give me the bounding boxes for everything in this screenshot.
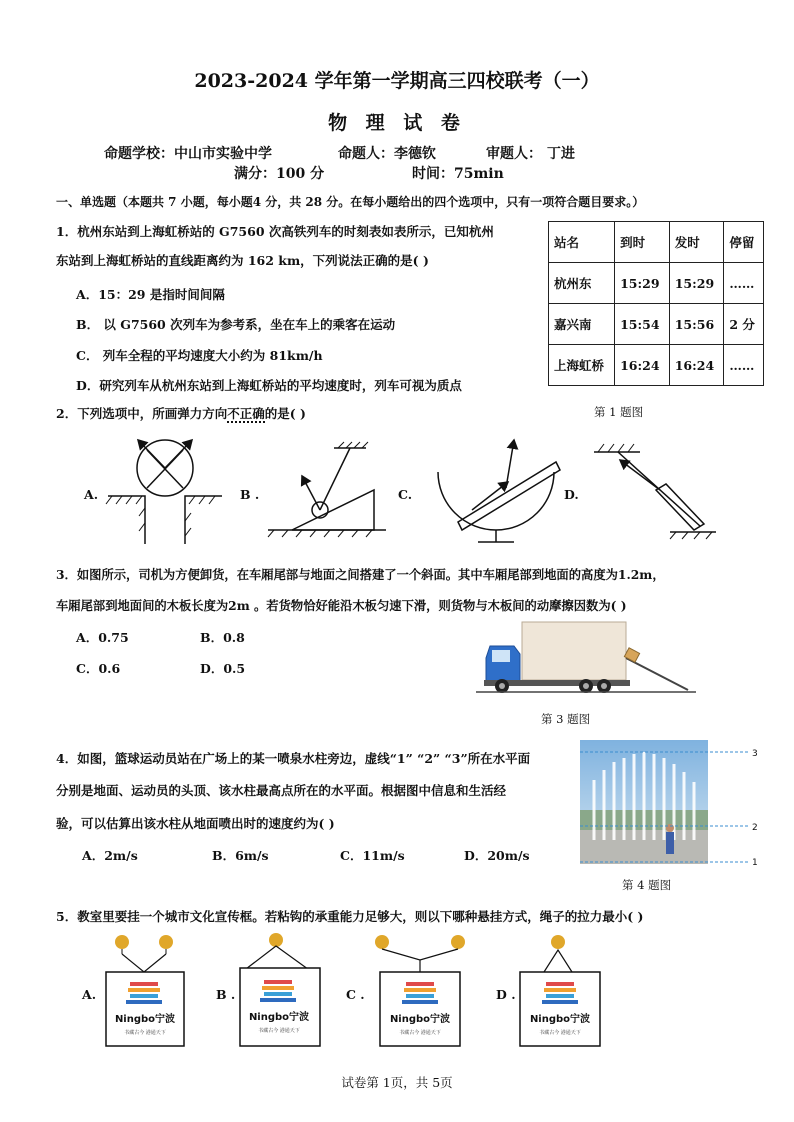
table-cell: 15:56	[669, 304, 724, 345]
table-cell: 2 分	[724, 304, 764, 345]
q4-option-c: C．11m/s	[340, 848, 405, 863]
q3-caption: 第 3 题图	[541, 712, 591, 726]
q3-option-d: D．0.5	[200, 661, 246, 676]
table-cell: 上海虹桥	[549, 345, 615, 386]
table-cell: 15:29	[669, 263, 724, 304]
q5-logo-small: 书藏古今 港通天下	[258, 1028, 300, 1034]
table-header-row	[549, 222, 764, 263]
q5-logo-text: Ningbo宁波	[248, 1012, 310, 1023]
q5-logo-text: Ningbo宁波	[389, 1014, 451, 1025]
exam-school: 命题学校：中山市实验中学	[104, 146, 272, 162]
q5-frame-c	[364, 930, 474, 1050]
q1-option-c: C． 列车全程的平均速度大小约为 81km/h	[76, 348, 323, 363]
q4-option-b: B．6m/s	[212, 848, 269, 863]
table-cell: 16:24	[615, 345, 670, 386]
q5-label-b: B .	[216, 987, 236, 1002]
q2-figure-c	[428, 432, 568, 544]
page-footer: 试卷第 1页，共 5页	[341, 1075, 453, 1090]
exam-time: 时间：75min	[412, 166, 504, 182]
q2-stem	[56, 404, 306, 422]
table-header-cell: 停留	[724, 222, 764, 263]
table-cell: 15:54	[615, 304, 670, 345]
q5-logo-text: Ningbo宁波	[529, 1014, 591, 1025]
q2-label-d: D.	[564, 487, 579, 502]
exam-author: 命题人：李德钦	[338, 146, 436, 162]
q2-label-c: C.	[398, 487, 413, 502]
q2-stem-post: 的是( )	[264, 406, 306, 421]
table-cell: ……	[724, 345, 764, 386]
table-row	[549, 263, 764, 304]
q4-line-label-3: 3	[752, 749, 758, 759]
q5-logo-small: 书藏古今 港通天下	[124, 1030, 166, 1036]
q1-option-d: D．研究列车从杭州东站到上海虹桥站的平均速度时，列车可视为质点	[76, 378, 462, 393]
q5-frame-b	[232, 930, 327, 1050]
table-cell: 杭州东	[549, 263, 615, 304]
q5-frame-a	[100, 930, 195, 1050]
q4-fountain-photo	[580, 740, 760, 866]
q3-stem-line2: 车厢尾部到地面间的木板长度为2m 。若货物恰好能沿木板匀速下滑，则货物与木板间的动摩擦因数为( )	[56, 598, 627, 613]
q2-figure-d	[590, 440, 720, 540]
q4-option-a: A．2m/s	[82, 848, 138, 863]
q2-figure-a	[100, 428, 230, 546]
q1-stem-line1: 1．杭州东站到上海虹桥站的 G7560 次高铁列车的时刻表如表所示，已知杭州	[56, 224, 494, 239]
q4-stem-line3: 验，可以估算出该水柱从地面喷出时的速度约为( )	[56, 816, 335, 831]
q3-option-b: B．0.8	[200, 630, 245, 645]
q5-logo-small: 书藏古今 港通天下	[399, 1030, 441, 1036]
q1-caption: 第 1 题图	[594, 405, 644, 419]
q1-option-b: B． 以 G7560 次列车为参考系，坐在车上的乘客在运动	[76, 317, 396, 332]
q4-line-label-1: 1	[752, 858, 758, 866]
exam-title: 2023-2024 学年第一学期高三四校联考（一）	[194, 70, 600, 92]
table-header-cell: 站名	[549, 222, 615, 263]
q2-label-a: A.	[84, 487, 99, 502]
q4-stem-line1: 4．如图，篮球运动员站在广场上的某一喷泉水柱旁边，虚线“1” “2” “3”所在水平面	[56, 751, 531, 766]
q3-truck-figure	[476, 618, 696, 694]
q3-stem-line1: 3．如图所示，司机为方便卸货，在车厢尾部与地面之间搭建了一个斜面。其中车厢尾部到地面的高度为1.2m，	[56, 567, 665, 582]
q5-frame-d	[514, 930, 609, 1050]
q4-line-label-2: 2	[752, 823, 758, 833]
q2-stem-emphasis: 不正确	[227, 406, 265, 421]
q4-caption: 第 4 题图	[622, 878, 672, 892]
section-heading: 一、单选题（本题共 7 小题，每小题4 分，共 28 分。在每小题给出的四个选项中，只有一项符合题目要求。）	[56, 195, 645, 209]
q5-label-c: C .	[346, 987, 365, 1002]
exam-subtitle: 物 理 试 卷	[328, 112, 466, 134]
exam-full-score: 满分：100 分	[234, 166, 325, 182]
q5-label-d: D .	[496, 987, 516, 1002]
q2-stem-pre: 2．下列选项中，所画弹力方向	[56, 406, 228, 421]
table-cell: 嘉兴南	[549, 304, 615, 345]
q5-logo-text: Ningbo宁波	[114, 1014, 176, 1025]
exam-reviewer: 审题人： 丁进	[486, 146, 575, 162]
q3-option-a: A．0.75	[76, 630, 129, 645]
q3-option-c: C．0.6	[76, 661, 121, 676]
table-header-cell: 发时	[669, 222, 724, 263]
q5-stem: 5．教室里要挂一个城市文化宣传框。若粘钩的承重能力足够大，则以下哪种悬挂方式，绳子的拉力最小( )	[56, 909, 644, 924]
q2-label-b: B .	[240, 487, 260, 502]
table-cell: 16:24	[669, 345, 724, 386]
table-cell: ……	[724, 263, 764, 304]
q4-option-d: D．20m/s	[464, 848, 530, 863]
table-cell: 15:29	[615, 263, 670, 304]
q2-figure-b	[262, 440, 392, 540]
q1-stem-line2: 东站到上海虹桥站的直线距离约为 162 km，下列说法正确的是( )	[56, 253, 429, 268]
q1-timetable	[548, 221, 764, 386]
q4-stem-line2: 分别是地面、运动员的头顶、该水柱最高点所在的水平面。根据图中信息和生活经	[56, 783, 507, 798]
table-row	[549, 345, 764, 386]
q5-label-a: A.	[82, 987, 97, 1002]
q5-logo-small: 书藏古今 港通天下	[539, 1030, 581, 1036]
q1-option-a: A．15：29 是指时间间隔	[76, 287, 225, 302]
table-row	[549, 304, 764, 345]
table-header-cell: 到时	[615, 222, 670, 263]
